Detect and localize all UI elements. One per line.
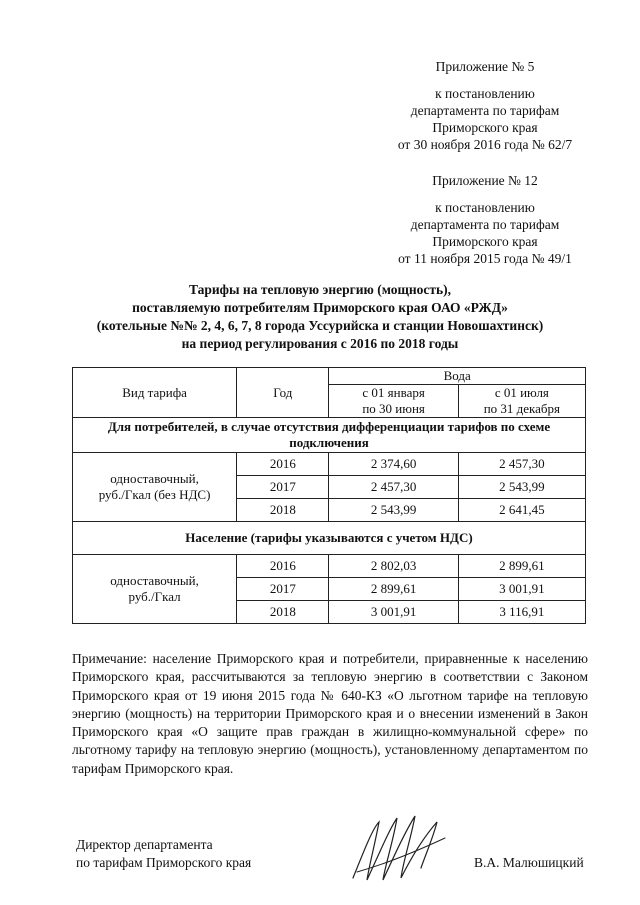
value-cell: 2 457,30: [329, 476, 458, 499]
appendix-5-block: [360, 58, 610, 153]
year-cell: 2016: [237, 555, 329, 578]
header-period-2: с 01 июля по 31 декабря: [458, 385, 585, 418]
tariff-type-cell: одноставочный, руб./Гкал: [73, 555, 237, 624]
section-heading-consumers: Для потребителей, в случае отсутствия дифференциации тарифов по схеме подключения: [73, 418, 586, 453]
year-cell: 2018: [237, 601, 329, 624]
title-line: Тарифы на тепловую энергию (мощность),: [188, 282, 452, 297]
value-cell: 2 899,61: [458, 555, 585, 578]
title-line: поставляемую потребителям Приморского края ОАО «РЖД»: [132, 300, 508, 315]
value-cell: 3 116,91: [458, 601, 585, 624]
section-heading-population: Население (тарифы указываются с учетом НДС): [73, 522, 586, 555]
value-cell: 2 641,45: [458, 499, 585, 522]
value-cell: 3 001,91: [458, 578, 585, 601]
appendix-12-line: Приморского края: [432, 234, 538, 249]
appendix-5-line: департамента по тарифам: [410, 103, 560, 118]
year-cell: 2017: [237, 578, 329, 601]
appendix-12-date: от 11 ноября 2015 года № 49/1: [398, 251, 572, 266]
signatory-title-line: по тарифам Приморского края: [76, 855, 252, 870]
title-line: (котельные №№ 2, 4, 6, 7, 8 города Уссурийска и станции Новошахтинск): [96, 318, 544, 333]
tariff-type-cell: одноставочный, руб./Гкал (без НДС): [73, 453, 237, 522]
value-cell: 2 802,03: [329, 555, 458, 578]
appendix-5-line: Приморского края: [432, 120, 538, 135]
appendix-5-heading: Приложение № 5: [435, 59, 535, 74]
appendix-5-date: от 30 ноября 2016 года № 62/7: [397, 137, 573, 152]
appendix-12-line: к постановлению: [435, 200, 535, 215]
header-year: Год: [237, 368, 329, 418]
appendix-12-block: [360, 172, 610, 267]
value-cell: 2 543,99: [329, 499, 458, 522]
value-cell: 2 457,30: [458, 453, 585, 476]
value-cell: 2 899,61: [329, 578, 458, 601]
appendix-12-line: департамента по тарифам: [410, 217, 560, 232]
tariff-table: [72, 367, 586, 624]
signatory-title: [76, 836, 251, 872]
year-cell: 2016: [237, 453, 329, 476]
header-period-1: с 01 января по 30 июня: [329, 385, 458, 418]
signatory-name: В.А. Малюшицкий: [474, 855, 584, 870]
appendix-12-heading: Приложение № 12: [432, 173, 538, 188]
note-paragraph: Примечание: население Приморского края и потребители, приравненные к населению Приморского края, рассчитываются за тепловую энергию в соответствии с Законом Приморского края от 19 июня 2015 года № 640-КЗ «О льготном тарифе на тепловую энергию (мощность) на территории Приморского края и о внесении изменений в Закон Приморского края «О защите прав граждан в жилищно-коммунальной сфере» по льготному тарифу на тепловую энергию (мощность), установленному департаментом по тарифам Приморского края.: [72, 651, 588, 776]
appendix-5-line: к постановлению: [435, 86, 535, 101]
year-cell: 2017: [237, 476, 329, 499]
value-cell: 3 001,91: [329, 601, 458, 624]
header-tariff-type: Вид тарифа: [73, 368, 237, 418]
handwritten-signature: [345, 808, 455, 888]
signatory-title-line: Директор департамента: [76, 837, 213, 852]
title-line: на период регулирования с 2016 по 2018 годы: [181, 336, 459, 351]
value-cell: 2 374,60: [329, 453, 458, 476]
year-cell: 2018: [237, 499, 329, 522]
value-cell: 2 543,99: [458, 476, 585, 499]
header-water: Вода: [329, 368, 586, 385]
document-title: [40, 281, 600, 353]
